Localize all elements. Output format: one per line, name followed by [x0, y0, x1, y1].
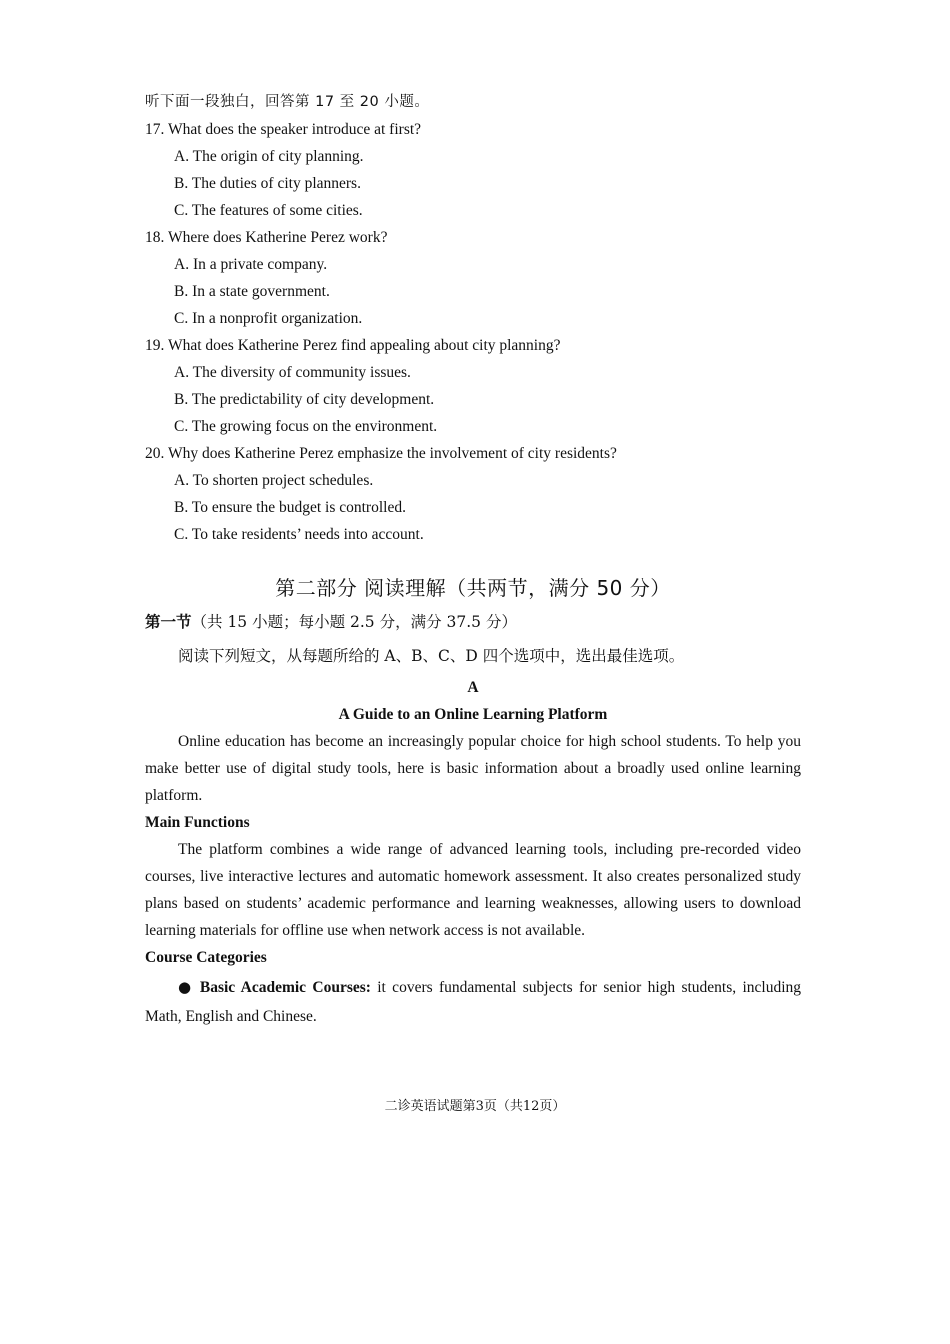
page-footer: 二诊英语试题第3页（共12页） — [384, 1099, 566, 1114]
option-c: C. To take residents’ needs into account. — [174, 526, 424, 543]
reading-instruction: 阅读下列短文，从每题所给的 A、B、C、D 四个选项中，选出最佳选项。 — [178, 647, 685, 665]
option-b: B. In a state government. — [174, 283, 330, 300]
section-detail: （共 15 小题；每小题 2.5 分，满分 37.5 分） — [191, 613, 517, 631]
bullet-text: it covers fundamental subjects for senior high students, including Math, English and Chinese. — [145, 979, 802, 1025]
option-a: A. The origin of city planning. — [174, 148, 364, 165]
bullet-icon: ● — [178, 978, 194, 996]
question-19 — [145, 332, 801, 440]
categories-heading: Course Categories — [145, 949, 267, 966]
passage-intro: Online education has become an increasingly popular choice for high school students. To help you make better use of digital study tools, here is basic information about a broadly used online learning platform. — [145, 733, 801, 804]
option-b: B. The predictability of city development. — [174, 391, 435, 408]
listening-intro: 听下面一段独白，回答第 17 至 20 小题。 — [145, 94, 430, 110]
option-a: A. To shorten project schedules. — [174, 472, 374, 489]
section-one-title — [145, 606, 801, 638]
functions-paragraph: The platform combines a wide range of advanced learning tools, including pre-recorded video courses, live interactive lectures and automatic homework assessment. It also creates personalized study plans based on students’ academic performance and learning weaknesses, allowing users to download learning materials for offline use when network access is not available. — [145, 841, 801, 939]
question-stem: 17. What does the speaker introduce at first? — [145, 121, 422, 138]
bullet-label: Basic Academic Courses: — [199, 979, 371, 996]
option-a: A. In a private company. — [174, 256, 328, 273]
bullet-item — [145, 973, 801, 1031]
question-20 — [145, 440, 801, 548]
question-stem: 20. Why does Katherine Perez emphasize the involvement of city residents? — [145, 445, 617, 462]
passage-letter: A — [467, 679, 479, 696]
exam-page — [145, 88, 801, 1031]
question-stem: 18. Where does Katherine Perez work? — [145, 229, 388, 246]
option-a: A. The diversity of community issues. — [174, 364, 411, 381]
option-b: B. To ensure the budget is controlled. — [174, 499, 406, 516]
option-c: C. The growing focus on the environment. — [174, 418, 438, 435]
question-18 — [145, 224, 801, 332]
option-c: C. In a nonprofit organization. — [174, 310, 363, 327]
section-label: 第一节 — [145, 613, 192, 631]
passage-title: A Guide to an Online Learning Platform — [338, 706, 608, 723]
functions-heading: Main Functions — [145, 814, 250, 831]
option-c: C. The features of some cities. — [174, 202, 363, 219]
question-stem: 19. What does Katherine Perez find appealing about city planning? — [145, 337, 561, 354]
question-17 — [145, 116, 801, 224]
part-two-title: 第二部分 阅读理解（共两节，满分 50 分） — [275, 576, 671, 600]
option-b: B. The duties of city planners. — [174, 175, 361, 192]
